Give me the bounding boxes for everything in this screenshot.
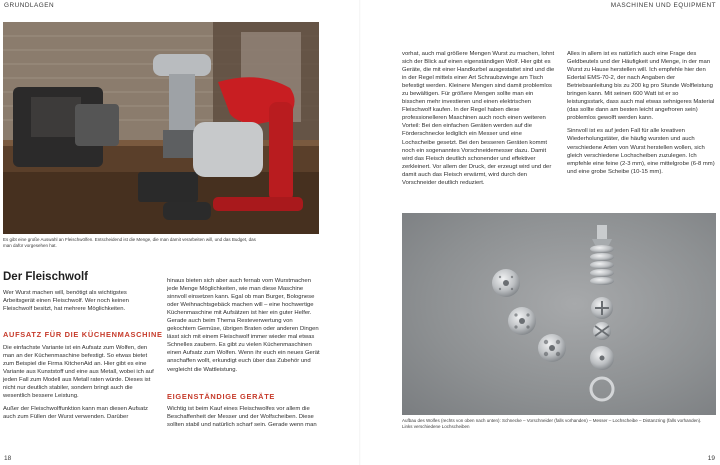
usage-paragraph: hinaus bieten sich aber auch fernab vom Wurstmachen jede Menge Möglichkeiten, wie man diese Maschine sinnvoll einsetzen kann. Egal ob man Burger, Bolognese oder Weihnachtsgebäck machen will – eine hochwertige Küchenmaschine mit Aufsätzen ist hier ein guter Helfer. Gerade auch beim Thema Resteverwertung von gekochtem Gemüse, übrigen Braten oder anderen Dingen lässt sich mit einem Fleischwolf immer wieder mal etwas Schnelles zaubern. Es gibt zu vielen Küchenmaschinen einen Aufsatz zum Wolfen. Wenn ihr euch ein neues Gerät anschaffen wollt, erkundigt euch über das Zubehör und vergleicht die Wattleistung. — [167, 278, 320, 373]
page-number-left: 18 — [4, 455, 12, 462]
kitchen-machine-paragraph: Die einfachste Variante ist ein Aufsatz zum Wolfen, den man an der Küchenmaschine befestigt. So etwas bietet zum Beispiel die Firma KitchenAid an. Hier gibt es eine Variante aus Kunststoff und eine aus Metall, wobei ich auf jeden Fall zum Modell aus Metall raten würde. Dieses ist nicht nur deutlich stabiler, sondern bringt auch die wesentlich bessere Leistung. — [3, 345, 154, 400]
subhead-kitchen-machine: AUFSATZ FÜR DIE KÜCHENMASCHINE — [3, 330, 163, 339]
subhead-standalone-devices: EIGENSTÄNDIGE GERÄTE — [167, 392, 276, 401]
caption-top-left: Es gibt eine große Auswahl an Fleischwölfen. Entscheidend ist die Menge, die man damit verarbeiten will, und das Budget, das man dafür vorgesehen hat. — [3, 237, 256, 249]
intro-paragraph: Wer Wurst machen will, benötigt als wichtigstes Arbeitsgerät einen Fleischwolf. Wer noch keinen Fleischwolf besitzt, hat mehrere Möglichkeiten. — [3, 290, 129, 313]
left-col-2-body — [167, 405, 320, 429]
section-title: Der Fleischwolf — [3, 271, 88, 283]
page-number-right: 19 — [707, 455, 715, 462]
grinder-photo-drawing — [3, 22, 319, 234]
spine-shadow — [359, 0, 361, 465]
grinder-parts-photo — [402, 213, 716, 415]
running-head-right: MASCHINEN UND EQUIPMENT — [610, 2, 716, 9]
left-col-1 — [3, 289, 156, 313]
caption-bottom-right: Aufbau des Wolfes (rechts von oben nach unten): Schnecke – Vorschneider (falls vorhanden) – Messer – Lochscheibe – Distanzring (falls vorhanden). Links verschiedene Lochscheiben — [402, 418, 702, 430]
grinder-photo — [3, 22, 319, 234]
left-col-1-body — [3, 344, 156, 421]
running-head-left: GRUNDLAGEN — [4, 2, 55, 9]
right-col-1-paragraph: vorhat, auch mal größere Mengen Wurst zu machen, lohnt sich der Blick auf einen eigenständigen Wolf. Hier gibt es Geräte, die mit einer Handkurbel ausgestattet sind und die in der Regel mittels einer Art Schraubzwinge am Tisch befestigt werden. Kleinere Mengen sind damit problemlos zu bewältigen. Für größere Mengen sollte man ein bisschen mehr investieren und einen elektrischen Fleischwolf kaufen. In der Regel haben diese professionelleren Maschinen auch noch einen weiteren Vorteil: Bei den einfachen Geräten werden auf die Förderschnecke lediglich ein Messer und eine Lochscheibe gesetzt. Bei den besseren Geräten kommt noch ein sogenanntes Vorschneidemesser dazu. Damit wird das Fleisch deutlich schonender und effektiver zerkleinert. Vor allem der Druck, der erzeugt wird und der damit auch das Fleisch erwärmt, wird durch den Vorschneider deutlich reduziert. — [402, 51, 555, 186]
recommendation-paragraph: Alles in allem ist es natürlich auch eine Frage des Geldbeutels und der Häufigkeit und Menge, in der man Wurst zu Hause herstellen will. Ich empfehle hier den Edertal EMS-70-2, der nach Angaben der Betriebsanleitung bis zu 200 kg pro Stunde Wolfleistung bringen kann. Mit seinen 600 Watt ist er so leistungsstark, dass auch mal etwas sehnigeres Material (das sollte dann am besten leicht angefroren sein) problemlos gewolft werden kann. — [567, 51, 715, 122]
left-col-2 — [167, 277, 320, 374]
right-col-1 — [402, 50, 555, 187]
right-col-2 — [567, 50, 717, 176]
standalone-paragraph: Wichtig ist beim Kauf eines Fleischwolfes vor allem die Beschaffenheit der Messer und der Wolfscheiben. Diese sollten stabil und natürlich scharf sein. Gerade wenn man — [167, 406, 317, 429]
hole-plates-paragraph: Sinnvoll ist es auf jeden Fall für alle kreativen Wiederholungstäter, die häufig wursten und auch verschiedene Arten von Wurst herstellen wollen, sich gleich verschiedene Lochscheiben zuzulegen. Ich empfehle eine feine (2-3 mm), eine mittelgrobe (6-8 mm) und eine grobe Scheibe (10-15 mm). — [567, 128, 715, 175]
grinder-parts-drawing — [402, 213, 716, 415]
filler-paragraph: Außer der Fleischwolffunktion kann man diesen Aufsatz auch zum Füllen der Wurst verwenden. Darüber — [3, 406, 148, 421]
